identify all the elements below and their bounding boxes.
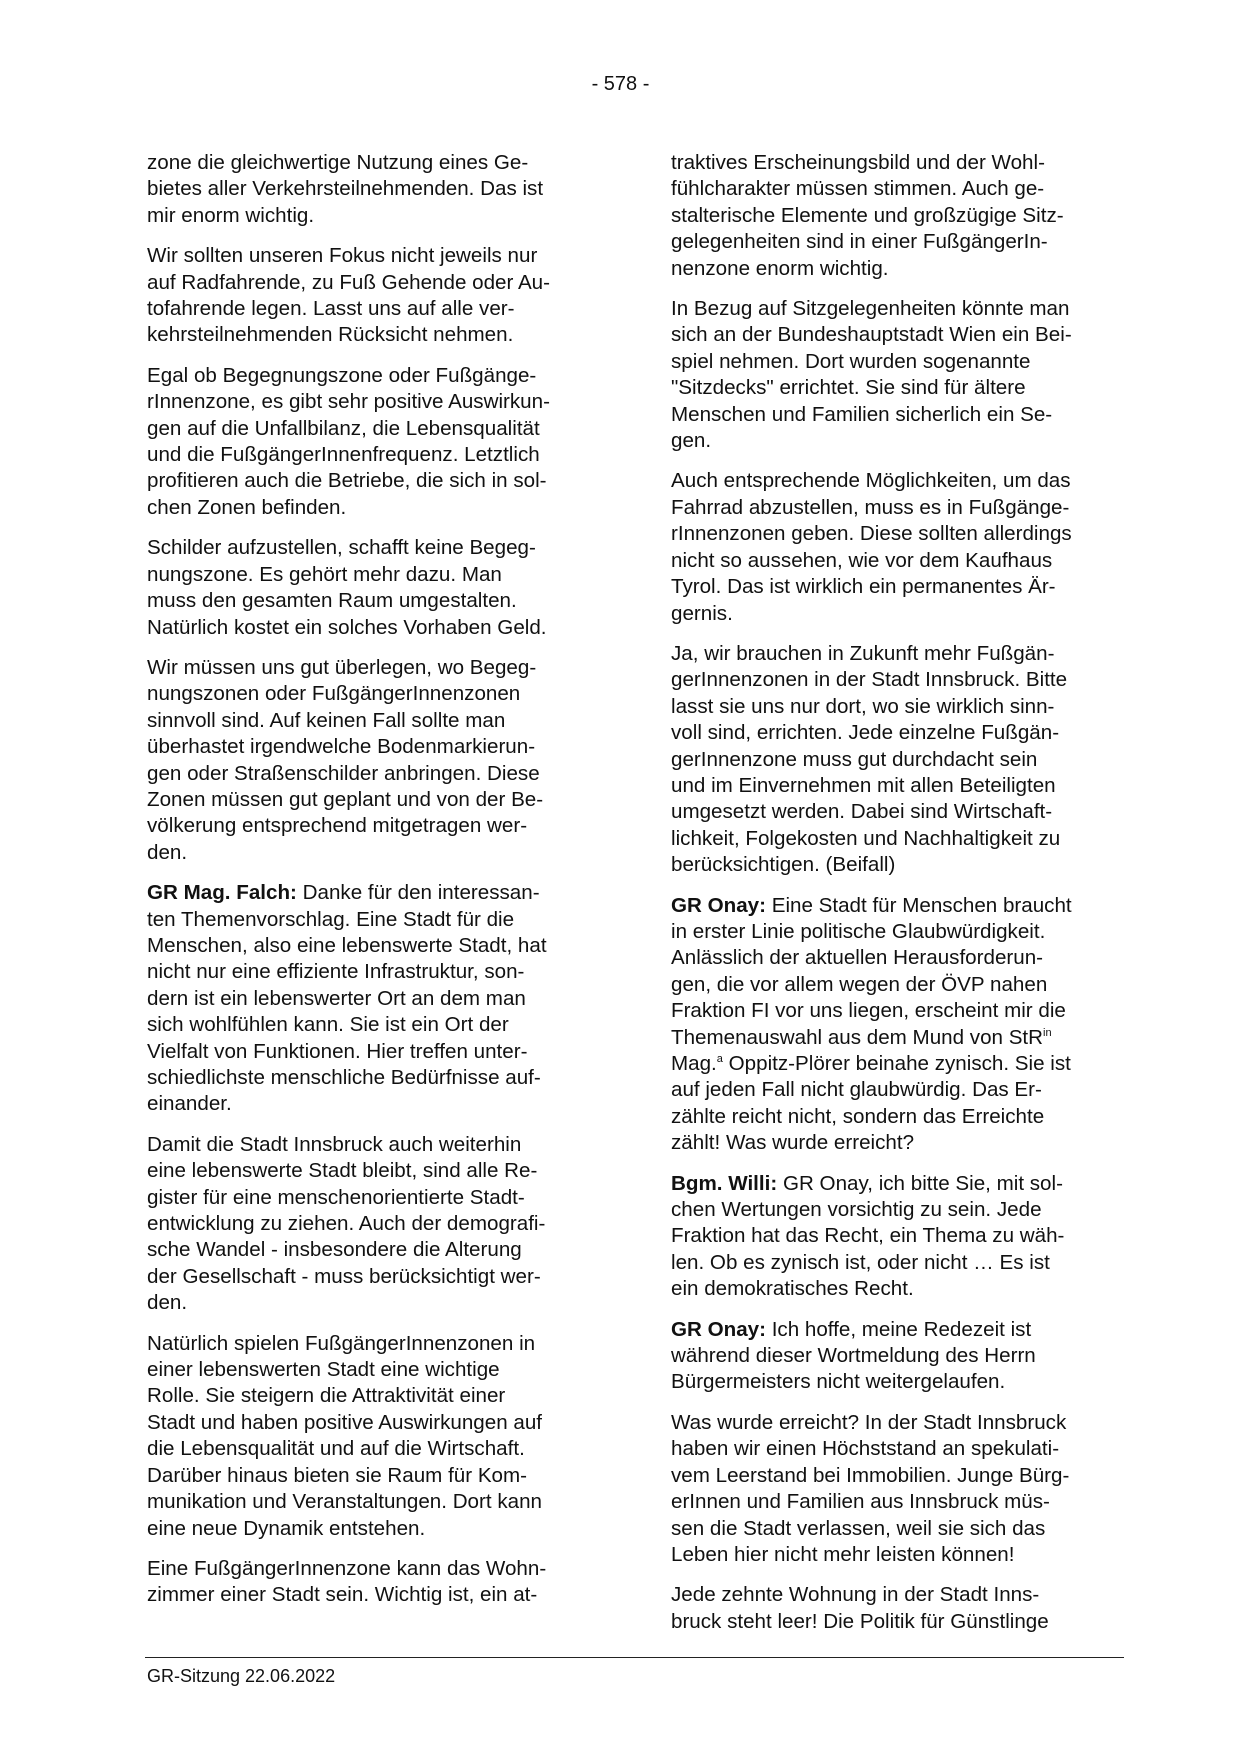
paragraph: zone die gleichwertige Nutzung eines Ge- bietes aller Verkehrsteilnehmenden. Das ist mir enorm wichtig. <box>147 151 544 227</box>
speech-text: Eine Stadt für Menschen braucht in erster Linie politische Glaubwürdigkeit. Anlässlich der aktuellen Herausforderun- gen, die vor allem wegen der ÖVP nahen Fraktion FI vor uns liegen, erscheint mir die <box>671 893 1072 1023</box>
speech-text: Danke für den interessan- ten Themenvorschlag. Eine Stadt für die Menschen, also eine lebenswerte Stadt, hat nicht nur eine effiziente Infrastruktur, son- dern ist ein lebenswerter Ort an dem man sich wohlfühlen kann. Sie ist ein Ort der Vielfalt von Funktionen. Hier treffen unter- schiedlichste menschliche Bedürfnisse auf- einander. <box>147 881 547 1116</box>
paragraph: Jede zehnte Wohnung in der Stadt Inns- bruck steht leer! Die Politik für Günstlinge <box>671 1583 1049 1633</box>
left-column <box>147 150 595 1623</box>
paragraph: Eine FußgängerInnenzone kann das Wohn- zimmer einer Stadt sein. Wichtig ist, ein at- <box>147 1556 547 1607</box>
speech-text: Oppitz-Plörer beinahe zynisch. Sie ist <box>722 1052 1071 1075</box>
speaker-name: Bgm. Willi: <box>671 1171 778 1195</box>
paragraph: Schilder aufzustellen, schafft keine Begeg- nungszone. Es gehört mehr dazu. Man muss den gesamten Raum umgestalten. Natürlich kostet ein solches Vorhaben Geld. <box>147 536 547 639</box>
paragraph: Wir müssen uns gut überlegen, wo Begeg- nungszonen oder FußgängerInnenzonen sinnvoll sind. Auf keinen Fall sollte man überhastet irgendwelche Bodenmarkierun- gen oder Straßenschilder anbringen. Diese Zonen müssen gut geplant und von der Be- völkerung entsprechend mitgetragen wer- den. <box>147 655 544 864</box>
speech-paragraph <box>671 1171 1119 1303</box>
paragraph: Ja, wir brauchen in Zukunft mehr Fußgän- gerInnenzonen in der Stadt Innsbruck. Bitte lasst sie uns nur dort, wo sie wirklich sinn- voll sind, errichten. Jede einzelne Fußgän- gerInnenzone muss gut durchdacht sein und im Einvernehmen mit allen Beteiligten umgesetzt werden. Dabei sind Wirtschaft- lichkeit, Folgekosten und Nachhaltigkeit zu berücksichtigen. (Beifall) <box>671 641 1068 877</box>
paragraph: Natürlich spielen FußgängerInnenzonen in einer lebenswerten Stadt eine wichtige Rolle. Sie steigern die Attraktivität einer Stadt und haben positive Auswirkungen auf die Lebensqualität und auf die Wirtschaft. Darüber hinaus bieten sie Raum für Kom- munikation und Veranstaltungen. Dort kann eine neue Dynamik entstehen. <box>147 1331 542 1540</box>
paragraph: In Bezug auf Sitzgelegenheiten könnte man sich an der Bundeshauptstadt Wien ein Bei- spiel nehmen. Dort wurden sogenannte "Sitzdecks" errichtet. Sie sind für ältere Menschen und Familien sicherlich ein Se- gen. <box>671 297 1072 453</box>
speaker-name: GR Onay: <box>671 893 766 917</box>
speech-text: auf jeden Fall nicht glaubwürdig. Das Er- zählte reicht nicht, sondern das Erreichte zählt! Was wurde erreicht? <box>671 1078 1045 1155</box>
page-number: - 578 - <box>591 73 650 95</box>
footer-divider <box>145 1657 1124 1658</box>
superscript: in <box>1043 1026 1052 1039</box>
speech-text: GR Onay, ich bitte Sie, mit sol- chen Wertungen vorsichtig zu sein. Jede Fraktion hat das Recht, ein Thema zu wäh- len. Ob es zynisch ist, oder nicht … Es ist ein demokratisches Recht. <box>671 1171 1065 1301</box>
speech-paragraph <box>671 893 1119 1157</box>
paragraph: Wir sollten unseren Fokus nicht jeweils nur auf Radfahrende, zu Fuß Gehende oder Au- tofahrende legen. Lasst uns auf alle ver- kehrsteilnehmenden Rücksicht nehmen. <box>147 244 550 347</box>
paragraph: Was wurde erreicht? In der Stadt Innsbruck haben wir einen Höchststand an spekulati- vem Leerstand bei Immobilien. Junge Bürg- erInnen und Familien aus Innsbruck müs- sen die Stadt verlassen, weil sie sich das Leben hier nicht mehr leisten können! <box>671 1410 1070 1566</box>
paragraph: traktives Erscheinungsbild und der Wohl- fühlcharakter müssen stimmen. Auch ge- stalterische Elemente und großzügige Sitz- gelegenheiten sind in einer FußgängerIn- nenzone enorm wichtig. <box>671 151 1064 280</box>
paragraph: Damit die Stadt Innsbruck auch weiterhin eine lebenswerte Stadt bleibt, sind alle Re- gister für eine menschenorientierte Stadt- entwicklung zu ziehen. Auch der demografi- sche Wandel - insbesondere die Alterung der Gesellschaft - muss berücksichtigt wer- den. <box>147 1132 546 1315</box>
speech-text: Themenauswahl aus dem Mund von StR <box>671 1025 1044 1049</box>
speech-paragraph <box>671 1317 1119 1396</box>
superscript: a <box>716 1053 723 1066</box>
speech-text: Ich hoffe, meine Redezeit ist während dieser Wortmeldung des Herrn Bürgermeisters nicht weitergelaufen. <box>671 1317 1036 1394</box>
footer-session-date: GR-Sitzung 22.06.2022 <box>147 1666 336 1686</box>
paragraph: Auch entsprechende Möglichkeiten, um das Fahrrad abzustellen, muss es in Fußgänge- rInnenzonen geben. Diese sollten allerdings nicht so aussehen, wie vor dem Kaufhaus Tyrol. Das ist wirklich ein permanentes Är- gernis. <box>671 469 1072 625</box>
paragraph: Egal ob Begegnungszone oder Fußgänge- rInnenzone, es gibt sehr positive Auswirkun- gen auf die Unfallbilanz, die Lebensqualität und die FußgängerInnenfrequenz. Letztlich profitieren auch die Betriebe, die sich in sol- chen Zonen befinden. <box>147 363 550 519</box>
speech-text: Mag. <box>671 1052 717 1075</box>
right-column <box>671 150 1119 1649</box>
speech-paragraph <box>147 880 595 1118</box>
speaker-name: GR Onay: <box>671 1317 766 1341</box>
speaker-name: GR Mag. Falch: <box>147 881 297 905</box>
